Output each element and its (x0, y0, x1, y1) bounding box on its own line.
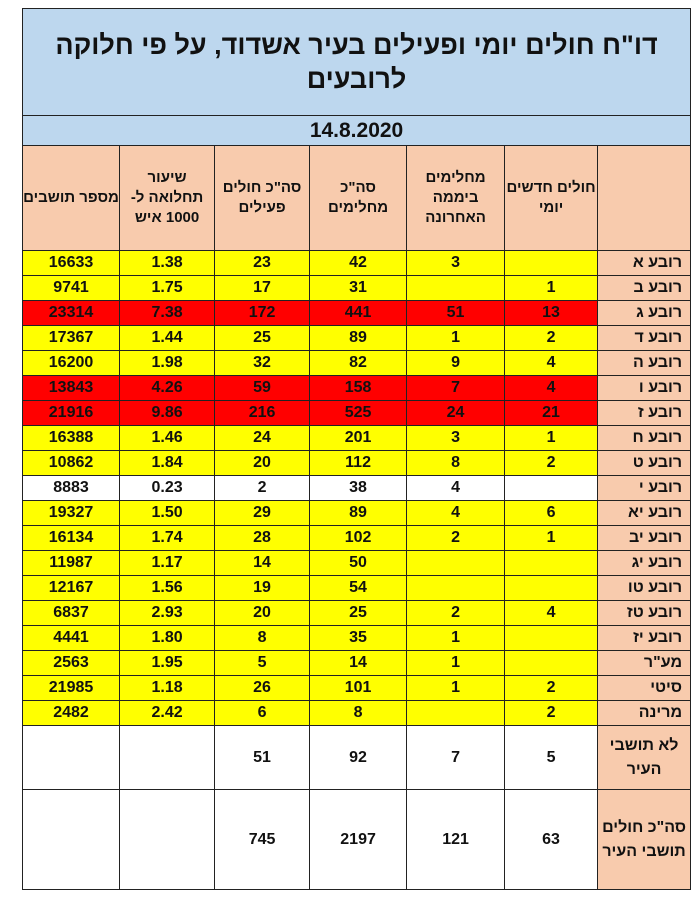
cell-total-recovered: 42 (310, 251, 407, 276)
cell-rate: 2.42 (120, 701, 215, 726)
table-row (23, 476, 691, 501)
cell-total-recovered: 158 (310, 376, 407, 401)
cell-population: 8883 (23, 476, 120, 501)
cell-new-daily: 4 (505, 376, 598, 401)
cell-total-active: 23 (215, 251, 310, 276)
cell-new-daily: 4 (505, 601, 598, 626)
cell-rate: 1.18 (120, 676, 215, 701)
district-name-cell: רובע י (598, 476, 691, 501)
cell-new-daily (505, 251, 598, 276)
district-name-cell: רובע יב (598, 526, 691, 551)
cell-rate: 1.50 (120, 501, 215, 526)
cell-population (23, 790, 120, 890)
cell-total-recovered: 31 (310, 276, 407, 301)
report-date: 14.8.2020 (23, 116, 691, 146)
table-row (23, 526, 691, 551)
cell-rate: 1.80 (120, 626, 215, 651)
district-name-cell: מרינה (598, 701, 691, 726)
cell-new-daily: 1 (505, 426, 598, 451)
date-row (23, 116, 691, 146)
cell-rate: 1.44 (120, 326, 215, 351)
cell-population: 10862 (23, 451, 120, 476)
cell-total-recovered: 102 (310, 526, 407, 551)
cell-total-recovered: 112 (310, 451, 407, 476)
district-name-cell: רובע ח (598, 426, 691, 451)
title-row (23, 9, 691, 116)
cell-rate (120, 726, 215, 790)
cell-rate: 1.46 (120, 426, 215, 451)
cell-recovered-24h: 24 (407, 401, 505, 426)
table-row (23, 676, 691, 701)
cell-total-recovered: 89 (310, 326, 407, 351)
cell-new-daily: 2 (505, 451, 598, 476)
cell-total-recovered: 101 (310, 676, 407, 701)
district-name-cell: רובע טז (598, 601, 691, 626)
cell-population: 12167 (23, 576, 120, 601)
cell-rate: 1.95 (120, 651, 215, 676)
cell-rate: 2.93 (120, 601, 215, 626)
cell-total-active: 8 (215, 626, 310, 651)
table-row (23, 626, 691, 651)
non-residents-row (23, 726, 691, 790)
cell-population: 16200 (23, 351, 120, 376)
header-name (598, 146, 691, 251)
header-recovered-24h: מחלימים ביממה האחרונה (407, 146, 505, 251)
cell-recovered-24h: 121 (407, 790, 505, 890)
cell-new-daily: 1 (505, 276, 598, 301)
cell-new-daily: 1 (505, 526, 598, 551)
cell-total-recovered: 82 (310, 351, 407, 376)
cell-new-daily (505, 626, 598, 651)
report-title: דו"ח חולים יומי ופעילים בעיר אשדוד, על פי חלוקה לרובעים (23, 9, 691, 116)
cell-recovered-24h: 7 (407, 376, 505, 401)
cell-recovered-24h (407, 276, 505, 301)
district-name-cell: רובע א (598, 251, 691, 276)
cell-total-recovered: 8 (310, 701, 407, 726)
cell-total-recovered: 441 (310, 301, 407, 326)
cell-new-daily: 4 (505, 351, 598, 376)
cell-recovered-24h (407, 701, 505, 726)
cell-new-daily: 5 (505, 726, 598, 790)
cell-total-active: 745 (215, 790, 310, 890)
table-row (23, 451, 691, 476)
cell-recovered-24h: 7 (407, 726, 505, 790)
cell-recovered-24h: 2 (407, 601, 505, 626)
table-row (23, 326, 691, 351)
cell-population: 19327 (23, 501, 120, 526)
cell-population: 16633 (23, 251, 120, 276)
cell-rate: 1.74 (120, 526, 215, 551)
cell-recovered-24h (407, 576, 505, 601)
header-new-daily: חולים חדשים יומי (505, 146, 598, 251)
cell-rate: 7.38 (120, 301, 215, 326)
district-name-cell: רובע ב (598, 276, 691, 301)
cell-recovered-24h: 1 (407, 676, 505, 701)
cell-total-active: 26 (215, 676, 310, 701)
cell-new-daily (505, 651, 598, 676)
cell-total-active: 172 (215, 301, 310, 326)
cell-total-active: 25 (215, 326, 310, 351)
cell-total-recovered: 525 (310, 401, 407, 426)
district-name-cell: רובע ז (598, 401, 691, 426)
cell-new-daily (505, 476, 598, 501)
cell-total-recovered: 54 (310, 576, 407, 601)
cell-new-daily (505, 576, 598, 601)
table-row (23, 551, 691, 576)
cell-population: 21985 (23, 676, 120, 701)
table-row (23, 651, 691, 676)
cell-recovered-24h (407, 551, 505, 576)
cell-population: 4441 (23, 626, 120, 651)
cell-total-active: 5 (215, 651, 310, 676)
cell-total-active: 14 (215, 551, 310, 576)
totals-row-label: סה"כ חולים תושבי העיר (598, 790, 691, 890)
cell-recovered-24h: 1 (407, 326, 505, 351)
cell-recovered-24h: 1 (407, 651, 505, 676)
table-row (23, 576, 691, 601)
cell-total-active: 51 (215, 726, 310, 790)
cell-rate: 1.56 (120, 576, 215, 601)
cell-total-recovered: 92 (310, 726, 407, 790)
cell-rate: 1.75 (120, 276, 215, 301)
cell-population: 16134 (23, 526, 120, 551)
cell-population (23, 726, 120, 790)
district-name-cell: מע"ר (598, 651, 691, 676)
table-row (23, 426, 691, 451)
cell-recovered-24h: 8 (407, 451, 505, 476)
cell-new-daily: 2 (505, 701, 598, 726)
district-name-cell: רובע ד (598, 326, 691, 351)
cell-recovered-24h: 2 (407, 526, 505, 551)
totals-row (23, 790, 691, 890)
header-population: מספר תושבים (23, 146, 120, 251)
table-row (23, 601, 691, 626)
cell-population: 6837 (23, 601, 120, 626)
cell-total-active: 17 (215, 276, 310, 301)
cell-total-recovered: 35 (310, 626, 407, 651)
cell-total-active: 2 (215, 476, 310, 501)
cell-total-recovered: 50 (310, 551, 407, 576)
cell-new-daily: 13 (505, 301, 598, 326)
cell-new-daily (505, 551, 598, 576)
cell-recovered-24h: 9 (407, 351, 505, 376)
table-row (23, 251, 691, 276)
cell-recovered-24h: 3 (407, 251, 505, 276)
cell-total-active: 32 (215, 351, 310, 376)
cell-total-active: 6 (215, 701, 310, 726)
table-row (23, 276, 691, 301)
district-name-cell: רובע ו (598, 376, 691, 401)
district-name-cell: רובע יג (598, 551, 691, 576)
cell-total-recovered: 201 (310, 426, 407, 451)
cell-rate: 0.23 (120, 476, 215, 501)
cell-population: 16388 (23, 426, 120, 451)
cell-rate: 1.38 (120, 251, 215, 276)
header-rate: שיעור תחלואה ל- 1000 איש (120, 146, 215, 251)
cell-population: 17367 (23, 326, 120, 351)
cell-recovered-24h: 1 (407, 626, 505, 651)
cell-population: 13843 (23, 376, 120, 401)
header-total-active: סה"כ חולים פעילים (215, 146, 310, 251)
cell-new-daily: 6 (505, 501, 598, 526)
cell-total-recovered: 89 (310, 501, 407, 526)
cell-population: 9741 (23, 276, 120, 301)
cell-total-active: 29 (215, 501, 310, 526)
cell-new-daily: 21 (505, 401, 598, 426)
cell-total-active: 19 (215, 576, 310, 601)
table-row (23, 351, 691, 376)
header-total-recovered: סה"כ מחלימים (310, 146, 407, 251)
cell-new-daily: 2 (505, 676, 598, 701)
cell-rate: 1.17 (120, 551, 215, 576)
report-table (22, 8, 691, 890)
table-row (23, 701, 691, 726)
non-residents-row-label: לא תושבי העיר (598, 726, 691, 790)
cell-population: 2563 (23, 651, 120, 676)
table-row (23, 401, 691, 426)
cell-total-active: 20 (215, 601, 310, 626)
cell-recovered-24h: 51 (407, 301, 505, 326)
cell-rate: 1.98 (120, 351, 215, 376)
cell-total-recovered: 38 (310, 476, 407, 501)
cell-population: 2482 (23, 701, 120, 726)
district-name-cell: רובע יז (598, 626, 691, 651)
district-name-cell: רובע טו (598, 576, 691, 601)
cell-total-active: 216 (215, 401, 310, 426)
district-name-cell: רובע ט (598, 451, 691, 476)
cell-total-active: 20 (215, 451, 310, 476)
cell-total-active: 24 (215, 426, 310, 451)
district-name-cell: רובע יא (598, 501, 691, 526)
cell-population: 23314 (23, 301, 120, 326)
cell-rate: 1.84 (120, 451, 215, 476)
cell-recovered-24h: 4 (407, 501, 505, 526)
district-name-cell: רובע ה (598, 351, 691, 376)
cell-total-recovered: 2197 (310, 790, 407, 890)
cell-total-active: 28 (215, 526, 310, 551)
cell-population: 21916 (23, 401, 120, 426)
cell-rate: 4.26 (120, 376, 215, 401)
cell-recovered-24h: 3 (407, 426, 505, 451)
cell-total-recovered: 25 (310, 601, 407, 626)
cell-recovered-24h: 4 (407, 476, 505, 501)
table-row (23, 501, 691, 526)
district-name-cell: סיטי (598, 676, 691, 701)
table-row (23, 376, 691, 401)
cell-new-daily: 2 (505, 326, 598, 351)
cell-population: 11987 (23, 551, 120, 576)
district-name-cell: רובע ג (598, 301, 691, 326)
cell-total-active: 59 (215, 376, 310, 401)
cell-total-recovered: 14 (310, 651, 407, 676)
report-sheet (22, 8, 690, 890)
cell-new-daily: 63 (505, 790, 598, 890)
cell-rate (120, 790, 215, 890)
table-row (23, 301, 691, 326)
cell-rate: 9.86 (120, 401, 215, 426)
header-row (23, 146, 691, 251)
